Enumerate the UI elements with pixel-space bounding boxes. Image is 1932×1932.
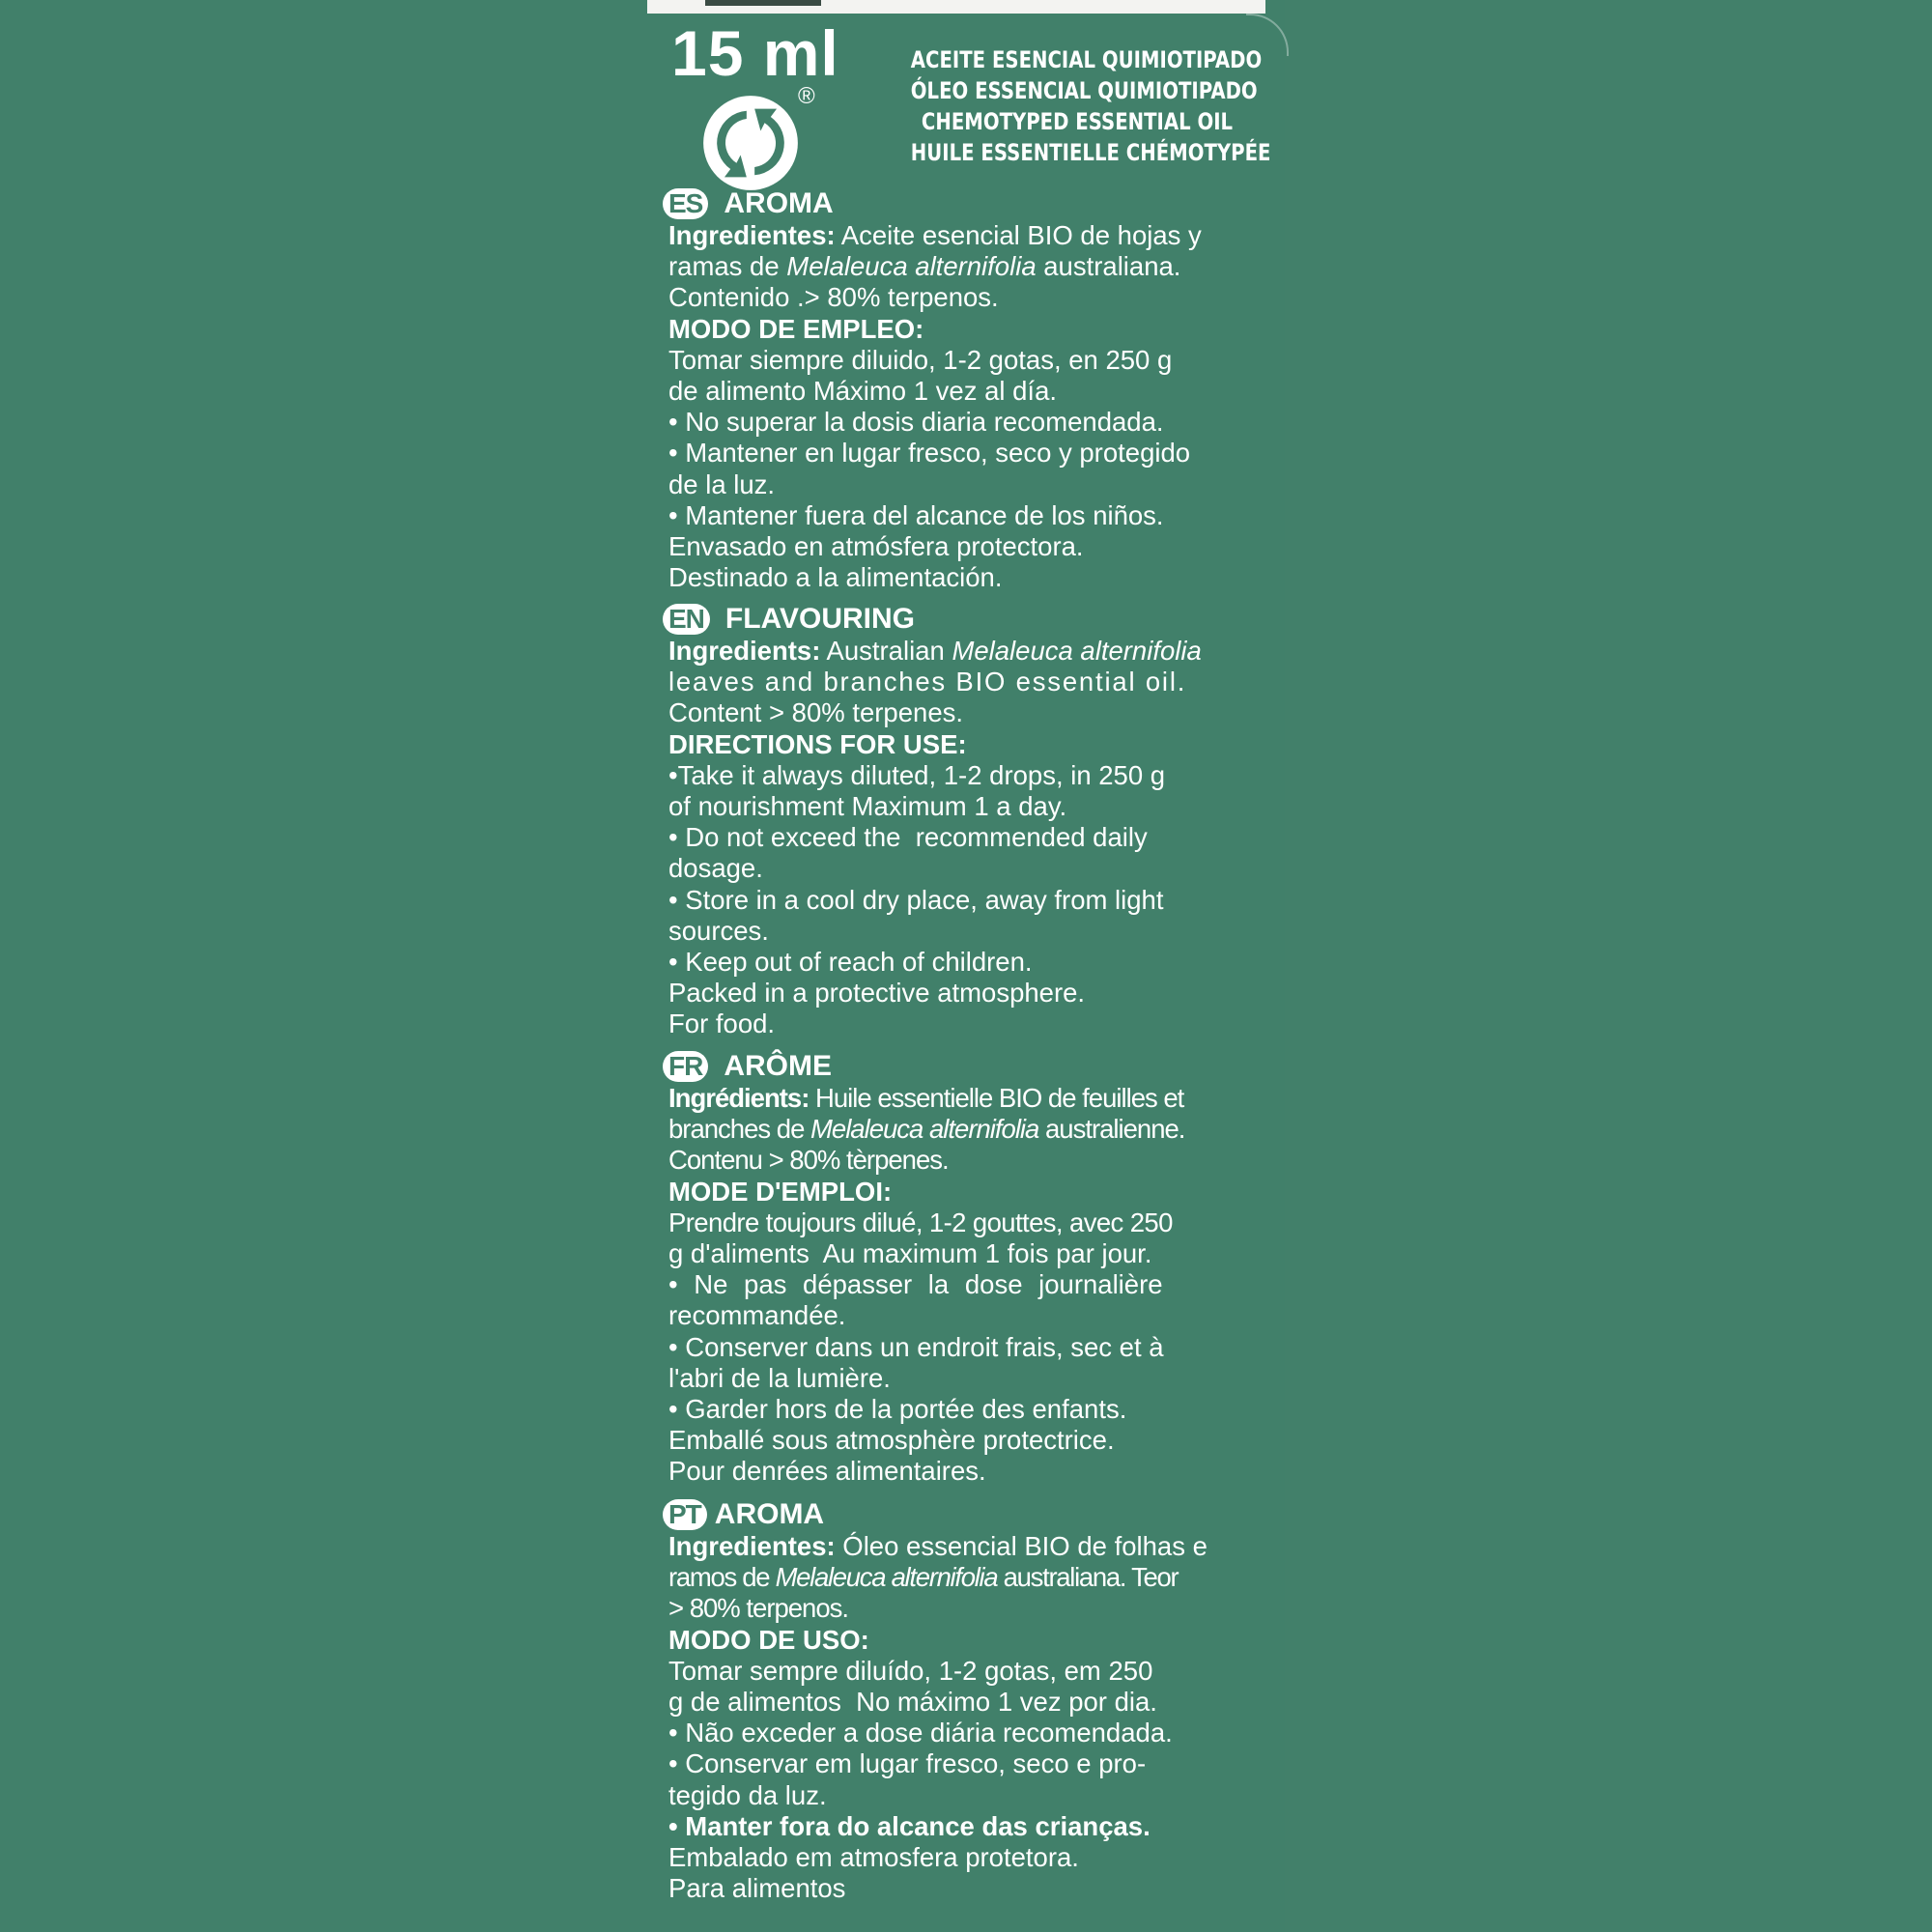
ingredients-label: Ingredientes: (668, 220, 836, 250)
section-title-fr: ARÔME (724, 1050, 832, 1082)
text-line: • Mantener en lugar fresco, seco y protegido (668, 438, 1191, 469)
bottle-top-edge (647, 0, 1265, 14)
text-line: •Take it always diluted, 1-2 drops, in 250 g (668, 759, 1166, 790)
text-line: • Do not exceed the recommended daily (668, 822, 1148, 853)
ingredients-label: Ingrédients: (668, 1083, 810, 1113)
species-name: Melaleuca alternifolia (952, 636, 1202, 666)
use-heading: DIRECTIONS FOR USE: (668, 728, 967, 759)
text-line: • Store in a cool dry place, away from light (668, 884, 1164, 915)
ingredients-text: australiana. (1036, 251, 1181, 282)
ingredients-text: Óleo essencial BIO de folhas e (835, 1531, 1208, 1561)
text-line: tegido da luz. (668, 1779, 827, 1810)
product-type-pt: ÓLEO ESSENCIAL QUIMIOTIPADO (910, 77, 1258, 104)
registered-mark: ® (798, 83, 815, 109)
ingredients-text: australiana. Teor (997, 1562, 1179, 1593)
use-heading: MODE D'EMPLOI: (668, 1176, 893, 1207)
text-line: • Conserver dans un endroit frais, sec et à (668, 1331, 1164, 1362)
text-line: of nourishment Maximum 1 a day. (668, 791, 1067, 822)
use-heading: MODO DE USO: (668, 1624, 869, 1655)
text-line: Pour denrées alimentaires. (668, 1456, 986, 1487)
ingredients-text: ramas de (668, 251, 787, 282)
warning-line: • Manter fora do alcance das crianças. (668, 1810, 1151, 1841)
language-badge-fr: FR (663, 1051, 708, 1082)
ingredients-text: ramos de (668, 1562, 776, 1593)
language-badge-pt: PT (663, 1499, 707, 1530)
ingredients-label: Ingredientes: (668, 1531, 836, 1561)
text-line: • Mantener fuera del alcance de los niños. (668, 499, 1164, 530)
text-line: Envasado en atmósfera protectora. (668, 531, 1084, 562)
ingredients-text: Content > 80% terpenes. (668, 697, 963, 728)
green-dot-recycle-icon (700, 93, 801, 193)
text-line: • Conservar em lugar fresco, seco e pro- (668, 1748, 1147, 1779)
ingredients-text: > 80% terpenos. (668, 1593, 849, 1624)
ingredients-text: branches de (668, 1114, 810, 1145)
section-title-es: AROMA (724, 187, 834, 219)
text-line: • Keep out of reach of children. (668, 947, 1033, 978)
product-type-es: ACEITE ESENCIAL QUIMIOTIPADO (910, 46, 1263, 73)
text-line: g d'aliments Au maximum 1 fois par jour. (668, 1238, 1152, 1269)
text-line: Tomar siempre diluido, 1-2 gotas, en 250 g (668, 344, 1173, 375)
text-line: Packed in a protective atmosphere. (668, 978, 1086, 1009)
text-line: • Não exceder a dose diária recomendada. (668, 1718, 1173, 1748)
product-type-fr: HUILE ESSENTIELLE CHÉMOTYPÉE (910, 139, 1271, 166)
species-name: Melaleuca alternifolia (810, 1114, 1039, 1145)
species-name: Melaleuca alternifolia (775, 1562, 998, 1593)
text-line: • Ne pas dépasser la dose journalière (668, 1269, 1163, 1300)
section-title-pt: AROMA (714, 1498, 825, 1530)
text-line: • No superar la dosis diaria recomendada. (668, 407, 1164, 438)
ingredients-text: leaves and branches BIO essential oil. (668, 667, 1187, 697)
text-line: g de alimentos No máximo 1 vez por dia. (668, 1687, 1157, 1718)
use-heading: MODO DE EMPLEO: (668, 313, 924, 344)
ingredients-text: australienne. (1038, 1114, 1185, 1145)
text-line: Para alimentos (668, 1873, 846, 1904)
ingredients-text: Contenu > 80% tèrpenes. (668, 1145, 949, 1176)
text-line: recommandée. (668, 1300, 846, 1331)
text-line: Prendre toujours dilué, 1-2 gouttes, avec 250 (668, 1207, 1173, 1237)
text-line: Tomar sempre diluído, 1-2 gotas, em 250 (668, 1655, 1153, 1686)
product-type-block (910, 44, 1271, 168)
text-line: For food. (668, 1009, 776, 1039)
label-background (1285, 0, 1932, 1932)
section-en (663, 603, 1242, 1040)
volume-label: 15 ml (671, 17, 839, 89)
ingredients-text: Contenido .> 80% terpenos. (668, 282, 999, 313)
language-badge-en: EN (663, 604, 710, 635)
text-line: sources. (668, 915, 769, 946)
ingredients-text: Huile essentielle BIO de feuilles et (809, 1083, 1184, 1113)
section-pt (663, 1498, 1242, 1904)
section-title-en: FLAVOURING (724, 603, 916, 635)
text-line: de la luz. (668, 469, 776, 499)
species-name: Melaleuca alternifolia (786, 251, 1037, 282)
text-line: Destinado a la alimentación. (668, 562, 1003, 593)
section-fr (663, 1050, 1242, 1488)
text-line: Emballé sous atmosphère protectrice. (668, 1425, 1115, 1456)
text-line: • Garder hors de la portée des enfants. (668, 1394, 1127, 1425)
ingredients-text: Australian (820, 636, 952, 666)
text-line: Embalado em atmosfera protetora. (668, 1842, 1079, 1873)
product-type-en: CHEMOTYPED ESSENTIAL OIL (921, 108, 1234, 135)
ingredients-label: Ingredients: (668, 636, 821, 666)
text-line: l'abri de la lumière. (668, 1362, 891, 1393)
language-badge-es: ES (663, 188, 708, 219)
ingredients-text: Aceite esencial BIO de hojas y (835, 220, 1202, 250)
text-line: dosage. (668, 853, 763, 884)
text-line: de alimento Máximo 1 vez al día. (668, 376, 1057, 407)
section-es (663, 187, 1242, 593)
